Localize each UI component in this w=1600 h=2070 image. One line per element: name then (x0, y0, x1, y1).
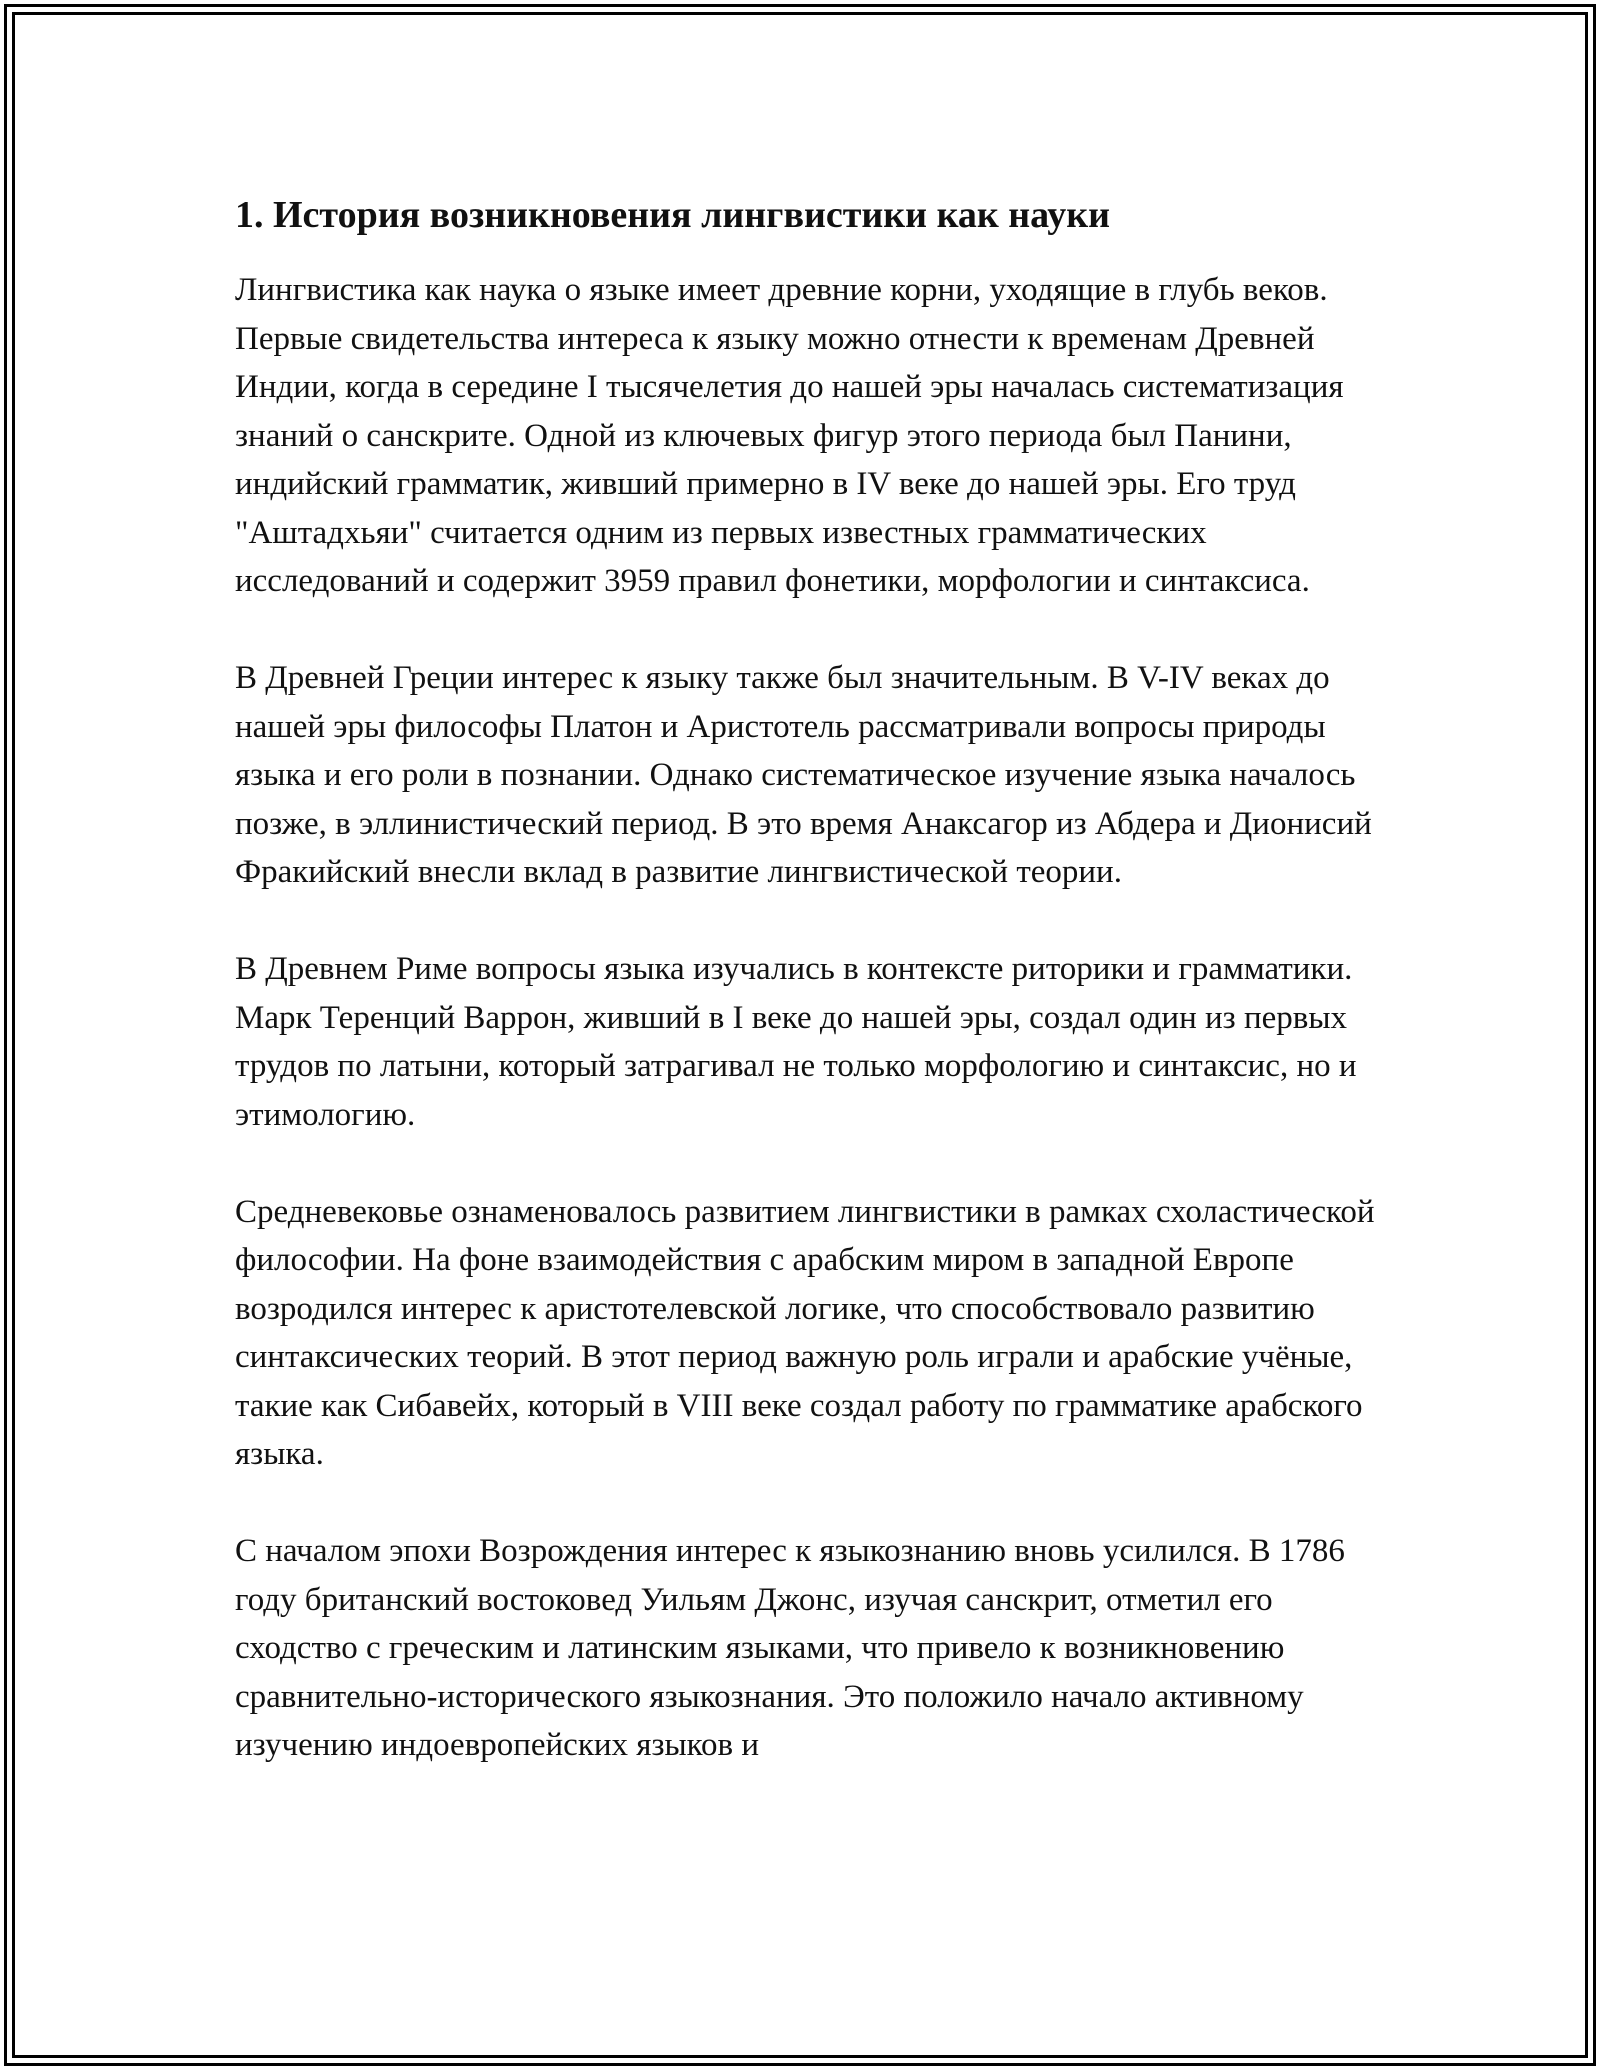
paragraph-ancient-rome: В Древнем Риме вопросы языка изучались в контексте риторики и грамматики. Марк Теренций Варрон, живший в I веке до нашей эры, создал один из первых трудов по латыни, который затрагивал не только морфологию и синтаксис, но и этимологию. (235, 951, 1357, 1133)
paragraph-renaissance: С началом эпохи Возрождения интерес к языкознанию вновь усилился. В 1786 году британский востоковед Уильям Джонс, изучая санскрит, отметил его сходство с греческим и латинским языками, что привело к возникновению сравнительно-исторического языкознания. Это положило начало активному изучению индоевропейских языков и (235, 1533, 1345, 1763)
paragraph-middle-ages: Средневековье ознаменовалось развитием лингвистики в рамках схоластической философии. На фоне взаимодействия с арабским миром в западной Европе возродился интерес к аристотелевской логике, что способствовало развитию синтаксических теорий. В этот период важную роль играли и арабские учёные, такие как Сибавейх, который в VIII веке создал работу по грамматике арабского языка. (235, 1193, 1375, 1472)
paragraph-ancient-greece: В Древней Греции интерес к языку также был значительным. В V-IV веках до нашей эры философы Платон и Аристотель рассматривали вопросы природы языка и его роли в познании. Однако систематическое изучение языка началось позже, в эллинистический период. В это время Анаксагор из Абдера и Дионисий Фракийский внесли вклад в развитие лингвистической теории. (235, 660, 1372, 890)
paragraph-ancient-india: Лингвистика как наука о языке имеет древние корни, уходящие в глубь веков. Первые свидетельства интереса к языку можно отнести к временам Древней Индии, когда в середине I тысячелетия до нашей эры началась систематизация знаний о санскрите. Одной из ключевых фигур этого периода был Панини, индийский грамматик, живший примерно в IV веке до нашей эры. Его труд "Аштадхьяи" считается одним из первых известных грамматических исследований и содержит 3959 правил фонетики, морфологии и синтаксиса. (235, 272, 1344, 599)
document-body (235, 188, 1375, 1770)
section-title: 1. История возникновения лингвистики как науки (235, 194, 1111, 236)
